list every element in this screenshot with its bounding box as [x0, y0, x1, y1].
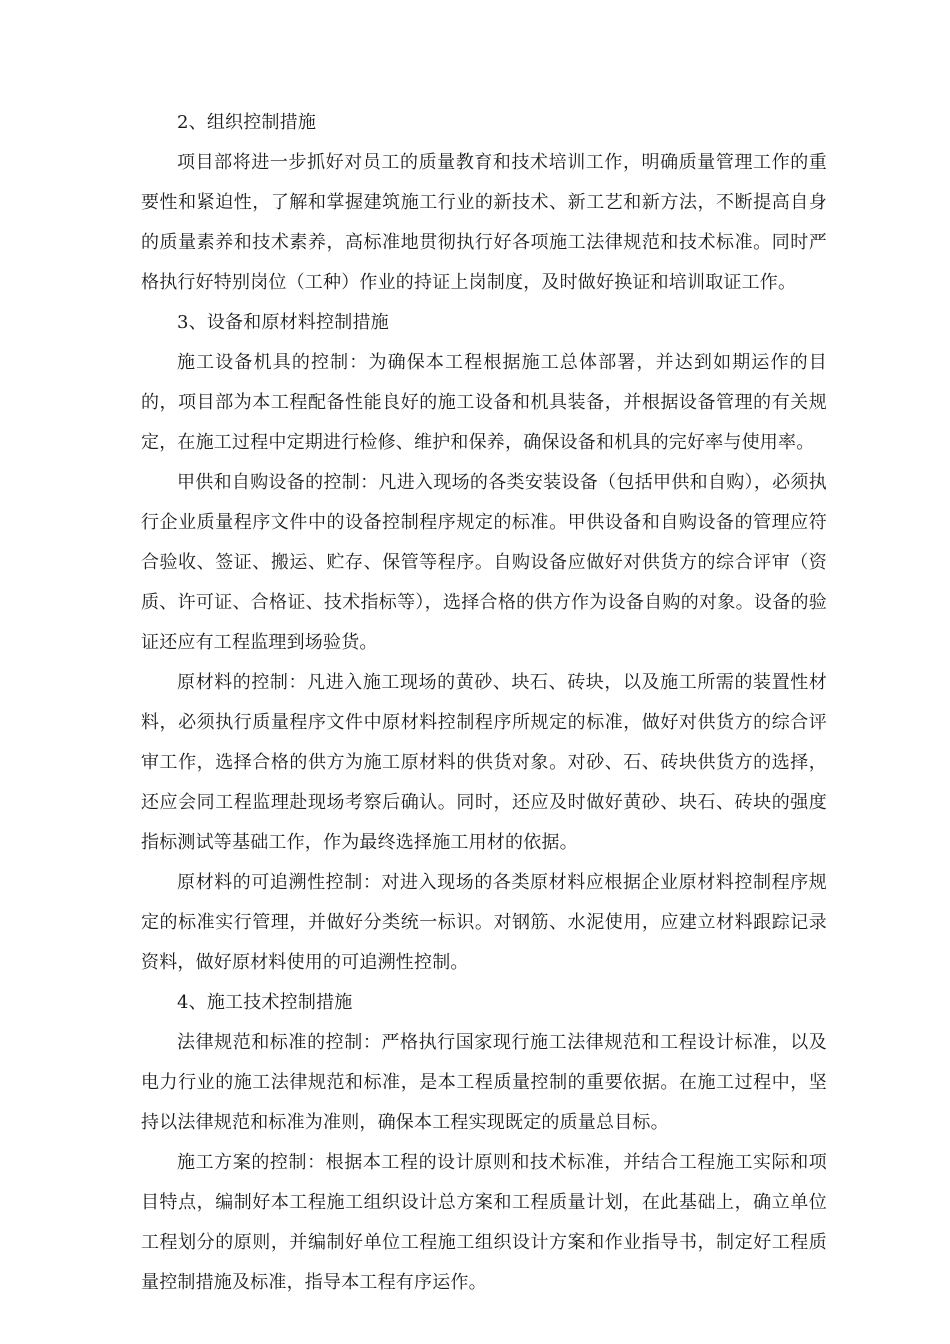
- paragraph-construction-plan-control: 施工方案的控制：根据本工程的设计原则和技术标准，并结合工程施工实际和项目特点，编制好本工程施工组织设计总方案和工程质量计划，在此基础上，确立单位工程划分的原则，并编制好单位工程施工组织设计方案和作业指导书，制定好工程质量控制措施及标准，指导本工程有序运作。: [141, 1152, 827, 1293]
- section-heading-organization: 2、组织控制措施: [177, 112, 317, 133]
- paragraph-standards-control: 法律规范和标准的控制：严格执行国家现行施工法律规范和工程设计标准，以及电力行业的施工法律规范和标准，是本工程质量控制的重要依据。在施工过程中，坚持以法律规范和标准为准则，确保本工程实现既定的质量总目标。: [141, 1032, 827, 1133]
- section-heading-equipment-materials: 3、设备和原材料控制措施: [177, 312, 389, 333]
- paragraph-supplied-equipment-control: 甲供和自购设备的控制：凡进入现场的各类安装设备（包括甲供和自购），必须执行企业质量程序文件中的设备控制程序规定的标准。甲供设备和自购设备的管理应符合验收、签证、搬运、贮存、保管等程序。自购设备应做好对供货方的综合评审（资质、许可证、合格证、技术指标等），选择合格的供方作为设备自购的对象。设备的验证还应有工程监理到场验货。: [141, 472, 827, 653]
- paragraph-equipment-control: 施工设备机具的控制：为确保本工程根据施工总体部署，并达到如期运作的目的，项目部为本工程配备性能良好的施工设备和机具装备，并根据设备管理的有关规定，在施工过程中定期进行检修、维护和保养，确保设备和机具的完好率与使用率。: [141, 352, 827, 453]
- document-page: [141, 103, 827, 1303]
- paragraph-raw-material-control: 原材料的控制：凡进入施工现场的黄砂、块石、砖块，以及施工所需的装置性材料，必须执行质量程序文件中原材料控制程序所规定的标准，做好对供货方的综合评审工作，选择合格的供方为施工原材料的供货对象。对砂、石、砖块供货方的选择，还应会同工程监理赴现场考察后确认。同时，还应及时做好黄砂、块石、砖块的强度指标测试等基础工作，作为最终选择施工用材的依据。: [141, 672, 827, 853]
- paragraph-staff-training: 项目部将进一步抓好对员工的质量教育和技术培训工作，明确质量管理工作的重要性和紧迫性，了解和掌握建筑施工行业的新技术、新工艺和新方法，不断提高自身的质量素养和技术素养，高标准地贯彻执行好各项施工法律规范和技术标准。同时严格执行好特别岗位（工种）作业的持证上岗制度，及时做好换证和培训取证工作。: [141, 152, 827, 293]
- section-heading-technical-control: 4、施工技术控制措施: [177, 992, 353, 1013]
- paragraph-traceability-control: 原材料的可追溯性控制：对进入现场的各类原材料应根据企业原材料控制程序规定的标准实行管理，并做好分类统一标识。对钢筋、水泥使用，应建立材料跟踪记录资料，做好原材料使用的可追溯性控制。: [141, 872, 827, 973]
